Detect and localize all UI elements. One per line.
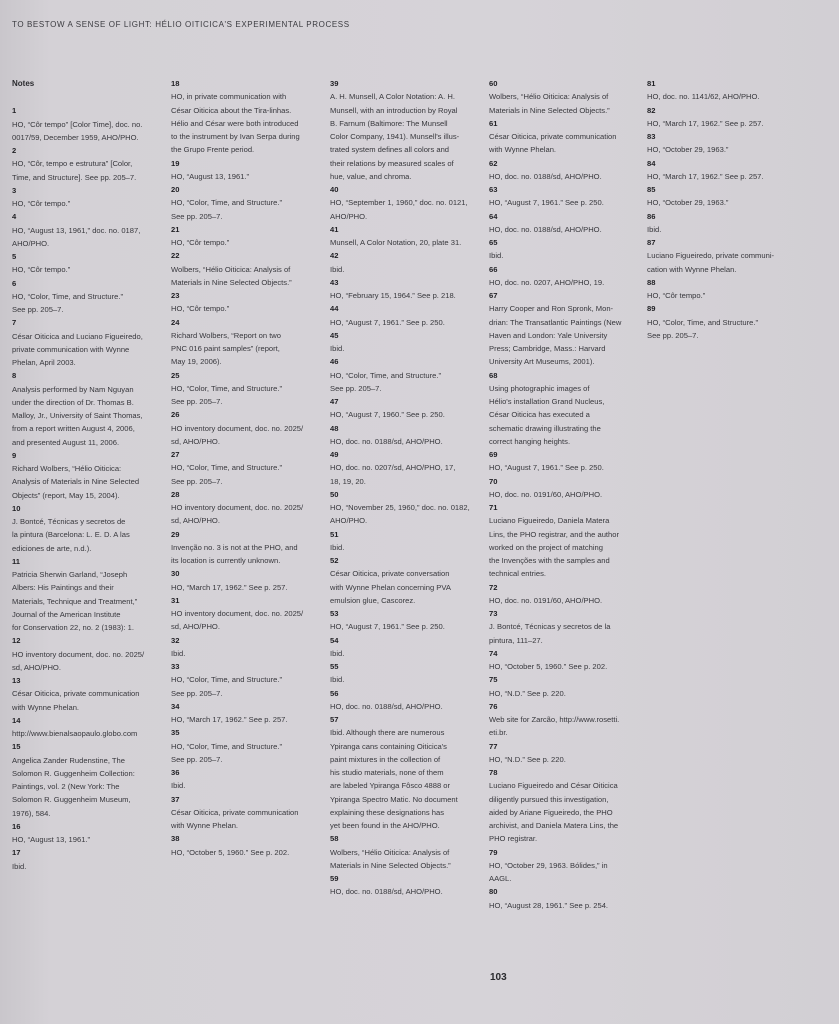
note-text: Ibid. <box>330 542 345 552</box>
note-text: HO, “N.D.” See p. 220. <box>489 754 566 764</box>
note-number: 64 <box>489 211 498 221</box>
note-entry <box>489 117 639 157</box>
note-entry <box>330 634 480 661</box>
note-text: HO, doc. no. 0188/sd, AHO/PHO. <box>330 701 443 711</box>
note-number: 11 <box>12 556 21 566</box>
note-entry <box>489 885 639 912</box>
note-number: 58 <box>330 834 339 844</box>
note-text: HO, doc. no. 0188/sd, AHO/PHO. <box>330 436 443 446</box>
note-entry <box>171 528 321 568</box>
note-text: HO, “August 7, 1960.” See p. 250. <box>330 410 445 420</box>
note-entry <box>171 793 321 833</box>
note-number: 19 <box>171 158 180 168</box>
note-entry <box>171 488 321 528</box>
note-number: 50 <box>330 489 339 499</box>
note-entry <box>171 369 321 409</box>
note-number: 4 <box>12 212 17 222</box>
note-number: 67 <box>489 291 498 300</box>
note-entry <box>330 183 480 223</box>
note-number: 68 <box>489 370 498 380</box>
note-entry <box>330 488 480 528</box>
note-text: HO, “February 15, 1964.” See p. 218. <box>330 291 456 300</box>
note-number: 54 <box>330 635 339 645</box>
note-entry <box>171 660 321 700</box>
note-entry <box>12 369 162 449</box>
note-entry <box>330 422 480 449</box>
note-number: 30 <box>171 569 180 579</box>
notes-column-4 <box>489 77 639 912</box>
note-entry <box>171 594 321 634</box>
note-text: HO, “Color, Time, and Structure.” See pp. 205–7. <box>171 383 282 406</box>
note-text: HO, “Côr tempo” [Color Time], doc. no. 0017/59, December 1959, AHO/PHO. <box>12 119 143 142</box>
note-number: 70 <box>489 476 498 486</box>
note-text: Wolbers, “Hélio Oiticica: Analysis of Materials in Nine Selected Objects.” <box>489 92 610 115</box>
note-text: Patricia Sherwin Garland, “Joseph Albers: His Paintings and their Materials, Technique and Treatment,” Journal of the American Institute for Conservation 22, no. 2 (1983): 1. <box>12 570 138 632</box>
note-number: 17 <box>12 848 21 858</box>
note-number: 88 <box>647 277 656 287</box>
note-entry <box>330 302 480 329</box>
note-text: HO, “August 13, 1961.” <box>12 835 91 844</box>
note-entry <box>489 766 639 846</box>
note-text: HO, “August 13, 1961,” doc. no. 0187, AHO/PHO. <box>12 225 141 248</box>
notes-column-1 <box>12 77 162 873</box>
note-number: 78 <box>489 768 498 777</box>
notes-column-3 <box>330 77 480 899</box>
note-text: Luciano Figueiredo, Daniela Matera Lins, the PHO registrar, and the author worked on the project of matching the Invenções with the samples and technical entries. <box>489 516 620 579</box>
note-entry <box>171 567 321 594</box>
note-entry <box>171 157 321 184</box>
note-number: 55 <box>330 662 339 671</box>
note-text: HO inventory document, doc. no. 2025/ sd, AHO/PHO. <box>171 503 304 526</box>
note-number: 72 <box>489 582 498 592</box>
note-number: 25 <box>171 370 180 380</box>
note-entry <box>489 647 639 674</box>
note-text: HO, “Color, Time, and Structure.” See pp. 205–7. <box>330 370 441 393</box>
note-entry <box>171 766 321 793</box>
note-text: César Oiticica and Luciano Figueiredo, private communication with Wynne Phelan, April 2003. <box>12 331 143 367</box>
note-number: 2 <box>12 146 17 155</box>
note-number: 21 <box>171 224 180 234</box>
note-number: 65 <box>489 238 498 247</box>
note-text: A. H. Munsell, A Color Notation: A. H. Munsell, with an introduction by Royal B. Farnum (Baltimore: The Munsell Color Company, 1941). Munsell's illus- trated system defines all colors and their relations by measured scales of hue, value, and chroma. <box>330 92 460 181</box>
note-number: 23 <box>171 291 180 300</box>
note-entry <box>12 714 162 741</box>
note-number: 82 <box>647 105 656 115</box>
note-text: HO, “Color, Time, and Structure.” See pp. 205–7. <box>171 741 282 764</box>
note-entry <box>489 289 639 369</box>
note-entry <box>12 820 162 847</box>
note-text: César Oiticica, private communication with Wynne Phelan. <box>171 807 299 830</box>
note-text: HO, in private communication with César Oiticica about the Tira-linhas. Hélio and César were both introduced to the instrument by Ivan Serpa during the Grupo Frente period. <box>171 92 300 155</box>
notes-column-2 <box>171 77 321 859</box>
note-entry <box>489 236 639 263</box>
note-entry <box>489 369 639 449</box>
note-entry <box>489 740 639 767</box>
note-entry <box>330 223 480 250</box>
note-entry <box>171 249 321 289</box>
note-text: César Oiticica, private communication with Wynne Phelan. <box>489 132 617 155</box>
note-entry <box>330 249 480 276</box>
note-text: J. Bontcé, Técnicas y secretos de la pintura, 111–27. <box>489 622 611 645</box>
note-entry <box>489 448 639 475</box>
note-number: 35 <box>171 728 180 738</box>
note-number: 66 <box>489 264 498 274</box>
note-text: HO, “October 5, 1960.” See p. 202. <box>171 847 290 857</box>
note-text: HO, “October 5, 1960.” See p. 202. <box>489 662 608 671</box>
note-text: Invenção no. 3 is not at the PHO, and its location is currently unknown. <box>171 542 298 565</box>
note-text: Ibid. <box>330 264 345 274</box>
note-entry <box>171 289 321 316</box>
note-number: 47 <box>330 397 339 406</box>
note-entry <box>489 210 639 237</box>
note-text: HO, “Color, Time, and Structure.” See pp. 205–7. <box>12 291 123 314</box>
note-entry <box>489 77 639 117</box>
note-entry <box>171 726 321 766</box>
note-entry <box>330 355 480 395</box>
note-number: 43 <box>330 277 339 287</box>
note-entry <box>489 673 639 700</box>
note-number: 75 <box>489 675 498 685</box>
note-entry <box>489 700 639 740</box>
note-text: HO, “N.D.” See p. 220. <box>489 688 566 698</box>
note-text: HO, “August 7, 1961.” See p. 250. <box>330 317 445 327</box>
note-number: 8 <box>12 371 17 381</box>
note-text: HO, doc. no. 0188/sd, AHO/PHO. <box>489 224 602 234</box>
note-number: 26 <box>171 410 180 420</box>
note-number: 22 <box>171 251 180 261</box>
note-number: 85 <box>647 185 656 194</box>
note-number: 77 <box>489 741 498 751</box>
note-entry <box>330 660 480 687</box>
note-text: HO inventory document, doc. no. 2025/ sd, AHO/PHO. <box>171 423 304 446</box>
note-text: Ibid. Although there are numerous Ypiranga cans containing Oiticica's paint mixtures in the collection of his studio materials, none of them are labeled Ypiranga Fôsco 4888 or Ypiranga Spectro Matic. No document explaining these designations has yet been found in the AHO/PHO. <box>330 728 458 830</box>
notes-title: Notes <box>12 79 35 88</box>
note-entry <box>171 448 321 488</box>
note-text: Web site for Zarcão, http://www.rosetti. eti.br. <box>489 715 620 738</box>
note-number: 86 <box>647 211 656 221</box>
note-text: Ibid. <box>171 781 186 791</box>
note-entry <box>647 302 797 342</box>
note-number: 51 <box>330 529 339 539</box>
note-text: HO, “August 7, 1961.” See p. 250. <box>489 463 604 473</box>
note-text: HO, doc. no. 0191/60, AHO/PHO. <box>489 595 603 605</box>
note-text: HO, “March 17, 1962.” See p. 257. <box>171 715 288 724</box>
note-text: HO, “Color, Time, and Structure.” See pp. 205–7. <box>171 463 282 486</box>
note-text: Munsell, A Color Notation, 20, plate 31. <box>330 238 462 247</box>
note-number: 41 <box>330 224 339 234</box>
note-text: HO, “September 1, 1960,” doc. no. 0121, AHO/PHO. <box>330 198 468 221</box>
note-number: 57 <box>330 715 339 724</box>
note-number: 87 <box>647 238 656 247</box>
note-entry <box>171 316 321 369</box>
note-number: 49 <box>330 450 339 459</box>
note-number: 59 <box>330 874 339 883</box>
note-entry <box>12 634 162 674</box>
note-number: 46 <box>330 357 339 367</box>
note-text: Ibid. <box>489 251 504 261</box>
note-text: HO, “March 17, 1962.” See p. 257. <box>647 118 764 128</box>
note-text: HO, “March 17, 1962.” See p. 257. <box>171 582 288 592</box>
note-entry <box>647 157 797 184</box>
note-number: 71 <box>489 503 498 512</box>
note-text: Analysis performed by Nam Nguyan under the direction of Dr. Thomas B. Malloy, Jr., University of Saint Thomas, from a report written August 4, 2006, and presented August 11, 2006. <box>12 384 143 447</box>
note-text: Ibid. <box>330 344 345 353</box>
note-number: 42 <box>330 251 339 261</box>
page-number: 103 <box>490 972 507 983</box>
note-text: HO, “Côr tempo.” <box>12 199 71 208</box>
note-number: 10 <box>12 503 21 513</box>
note-text: HO, “Côr, tempo e estrutura” [Color, Time, and Structure]. See pp. 205–7. <box>12 159 137 182</box>
note-text: HO inventory document, doc. no. 2025/ sd, AHO/PHO. <box>12 649 145 672</box>
note-entry <box>12 449 162 502</box>
note-entry <box>330 607 480 634</box>
note-entry <box>489 183 639 210</box>
note-number: 63 <box>489 185 498 194</box>
note-entry <box>489 263 639 290</box>
note-text: HO, doc. no. 0207, AHO/PHO, 19. <box>489 277 605 287</box>
note-text: Wolbers, “Hélio Oiticica: Analysis of Materials in Nine Selected Objects.” <box>330 847 451 870</box>
note-number: 18 <box>171 79 180 88</box>
running-head: TO BESTOW A SENSE OF LIGHT: HÉLIO OITICICA'S EXPERIMENTAL PROCESS <box>12 20 350 29</box>
note-entry <box>330 687 480 714</box>
note-text: HO, doc. no. 0191/60, AHO/PHO. <box>489 489 603 499</box>
note-text: Richard Wolbers, “Report on two PNC 016 paint samples” (report, May 19, 2006). <box>171 330 282 367</box>
note-entry <box>171 832 321 859</box>
note-number: 29 <box>171 529 180 539</box>
note-number: 56 <box>330 688 339 698</box>
notes-column-5 <box>647 77 797 342</box>
note-text: HO, “August 28, 1961.” See p. 254. <box>489 900 609 910</box>
note-entry <box>489 475 639 502</box>
note-number: 52 <box>330 556 339 565</box>
note-entry <box>647 210 797 237</box>
note-entry <box>12 674 162 714</box>
note-number: 84 <box>647 158 656 168</box>
note-text: HO, “Color, Time, and Structure.” See pp. 205–7. <box>647 317 758 340</box>
note-entry <box>12 184 162 211</box>
note-text: HO, doc. no. 0188/sd, AHO/PHO. <box>489 171 602 181</box>
note-entry <box>12 316 162 369</box>
note-entry <box>12 740 162 820</box>
note-entry <box>12 846 162 873</box>
note-entry <box>12 210 162 250</box>
note-number: 31 <box>171 595 180 605</box>
note-entry <box>171 700 321 727</box>
note-number: 1 <box>12 106 17 116</box>
note-entry <box>330 554 480 607</box>
note-number: 20 <box>171 185 180 194</box>
note-entry <box>171 183 321 223</box>
note-number: 40 <box>330 185 339 194</box>
note-entry <box>171 634 321 661</box>
note-number: 7 <box>12 318 17 328</box>
note-entry <box>489 501 639 581</box>
note-number: 37 <box>171 794 180 804</box>
note-entry <box>330 448 480 488</box>
note-entry <box>330 276 480 303</box>
note-number: 73 <box>489 609 498 618</box>
note-entry <box>489 581 639 608</box>
note-number: 53 <box>330 609 339 618</box>
note-number: 48 <box>330 423 339 433</box>
note-entry <box>489 846 639 886</box>
note-text: Using photographic images of Hélio's installation Grand Nucleus, César Oiticica has executed a schematic drawing illustrating the correct hanging heights. <box>489 383 605 446</box>
note-entry <box>330 329 480 356</box>
note-text: HO, doc. no. 0207/sd, AHO/PHO, 17, 18, 19, 20. <box>330 463 456 486</box>
note-number: 74 <box>489 648 498 658</box>
note-number: 62 <box>489 158 498 168</box>
note-entry <box>171 77 321 157</box>
note-text: HO, “Color, Time, and Structure.” See pp. 205–7. <box>171 675 282 698</box>
note-number: 15 <box>12 742 21 752</box>
note-text: J. Bontcé, Técnicas y secretos de la pintura (Barcelona: L. E. D. A las ediciones de arte, n.d.). <box>12 517 130 553</box>
note-entry <box>647 77 797 104</box>
note-text: HO, “Côr tempo.” <box>171 304 230 314</box>
note-text: Richard Wolbers, “Hélio Oiticica: Analysis of Materials in Nine Selected Objects” (report, May 15, 2004). <box>12 464 140 500</box>
note-entry <box>330 713 480 832</box>
note-entry <box>647 276 797 303</box>
note-entry <box>330 395 480 422</box>
note-number: 83 <box>647 132 656 141</box>
note-entry <box>647 104 797 131</box>
note-text: HO, “August 7, 1961.” See p. 250. <box>489 198 604 208</box>
note-number: 28 <box>171 489 180 499</box>
note-text: HO, “Color, Time, and Structure.” See pp. 205–7. <box>171 198 282 221</box>
note-entry <box>12 555 162 635</box>
note-number: 13 <box>12 676 21 685</box>
note-text: HO, “Côr tempo.” <box>12 265 71 275</box>
note-number: 36 <box>171 768 180 777</box>
note-text: HO, “August 13, 1961.” <box>171 171 250 181</box>
note-entry <box>647 130 797 157</box>
note-entry <box>489 157 639 184</box>
note-entry <box>330 77 480 183</box>
note-number: 79 <box>489 847 498 857</box>
note-entry <box>12 104 162 144</box>
note-entry <box>330 528 480 555</box>
note-number: 69 <box>489 450 498 459</box>
note-text: HO, “October 29, 1963. Bólides,” in AAGL. <box>489 860 608 883</box>
note-entry <box>647 236 797 276</box>
note-number: 76 <box>489 701 498 711</box>
note-entry <box>489 607 639 647</box>
note-entry <box>330 832 480 872</box>
note-text: HO inventory document, doc. no. 2025/ sd, AHO/PHO. <box>171 609 304 632</box>
note-text: http://www.bienalsaopaulo.globo.com <box>12 729 138 738</box>
note-number: 44 <box>330 304 339 314</box>
note-text: HO, “Côr tempo.” <box>647 291 706 300</box>
note-text: Wolbers, “Hélio Oiticica: Analysis of Materials in Nine Selected Objects.” <box>171 264 292 287</box>
note-text: HO, “August 7, 1961.” See p. 250. <box>330 622 445 632</box>
note-entry <box>330 872 480 899</box>
note-text: Ibid. <box>171 648 186 658</box>
note-number: 45 <box>330 330 339 340</box>
note-entry <box>12 277 162 317</box>
note-text: Ibid. <box>647 224 662 234</box>
note-number: 16 <box>12 821 21 831</box>
note-text: Harry Cooper and Ron Spronk, Mon- drian: The Transatlantic Paintings (New Haven and London: Yale University Press; Cambridge, Mass.: Harvard University Art Museums, 2001). <box>489 304 622 367</box>
note-number: 81 <box>647 79 656 88</box>
note-text: HO, “Côr tempo.” <box>171 238 230 247</box>
note-entry <box>12 144 162 184</box>
note-entry <box>12 502 162 555</box>
note-text: Ibid. <box>12 861 27 871</box>
note-number: 34 <box>171 701 180 711</box>
note-number: 5 <box>12 252 17 261</box>
note-number: 61 <box>489 118 498 128</box>
note-number: 12 <box>12 636 21 646</box>
note-text: Luciano Figueiredo, private communi- cation with Wynne Phelan. <box>647 251 775 274</box>
note-entry <box>647 183 797 210</box>
note-entry <box>171 223 321 250</box>
note-number: 39 <box>330 79 339 88</box>
note-text: HO, “March 17, 1962.” See p. 257. <box>647 171 764 181</box>
note-number: 80 <box>489 887 498 897</box>
note-number: 33 <box>171 662 180 671</box>
note-text: HO, doc. no. 0188/sd, AHO/PHO. <box>330 887 443 897</box>
note-text: HO, “November 25, 1960,” doc. no. 0182, AHO/PHO. <box>330 503 470 526</box>
note-number: 38 <box>171 834 180 844</box>
note-text: HO, “October 29, 1963.” <box>647 145 729 155</box>
note-text: César Oiticica, private conversation with Wynne Phelan concerning PVA emulsion glue, Cascorez. <box>330 569 451 605</box>
note-text: Angelica Zander Rudenstine, The Solomon R. Guggenheim Collection: Paintings, vol. 2 (New York: The Solomon R. Guggenheim Museum, 1976), 584. <box>12 755 135 818</box>
note-text: Luciano Figueiredo and César Oiticica diligently pursued this investigation, aided by Ariane Figueiredo, the PHO archivist, and Daniela Matera Lins, the PHO registrar. <box>489 781 619 844</box>
note-text: HO, doc. no. 1141/62, AHO/PHO. <box>647 92 760 102</box>
note-entry <box>12 250 162 277</box>
note-number: 6 <box>12 278 17 288</box>
note-number: 27 <box>171 450 180 459</box>
note-number: 9 <box>12 450 17 460</box>
note-text: HO, “October 29, 1963.” <box>647 198 729 208</box>
note-text: Ibid. <box>330 675 345 685</box>
note-entry <box>171 408 321 448</box>
note-text: Ibid. <box>330 648 345 658</box>
note-number: 3 <box>12 185 17 195</box>
note-number: 32 <box>171 635 180 645</box>
note-number: 24 <box>171 317 180 327</box>
note-number: 89 <box>647 304 656 314</box>
note-number: 14 <box>12 715 21 725</box>
note-number: 60 <box>489 79 498 88</box>
note-text: César Oiticica, private communication with Wynne Phelan. <box>12 689 140 712</box>
